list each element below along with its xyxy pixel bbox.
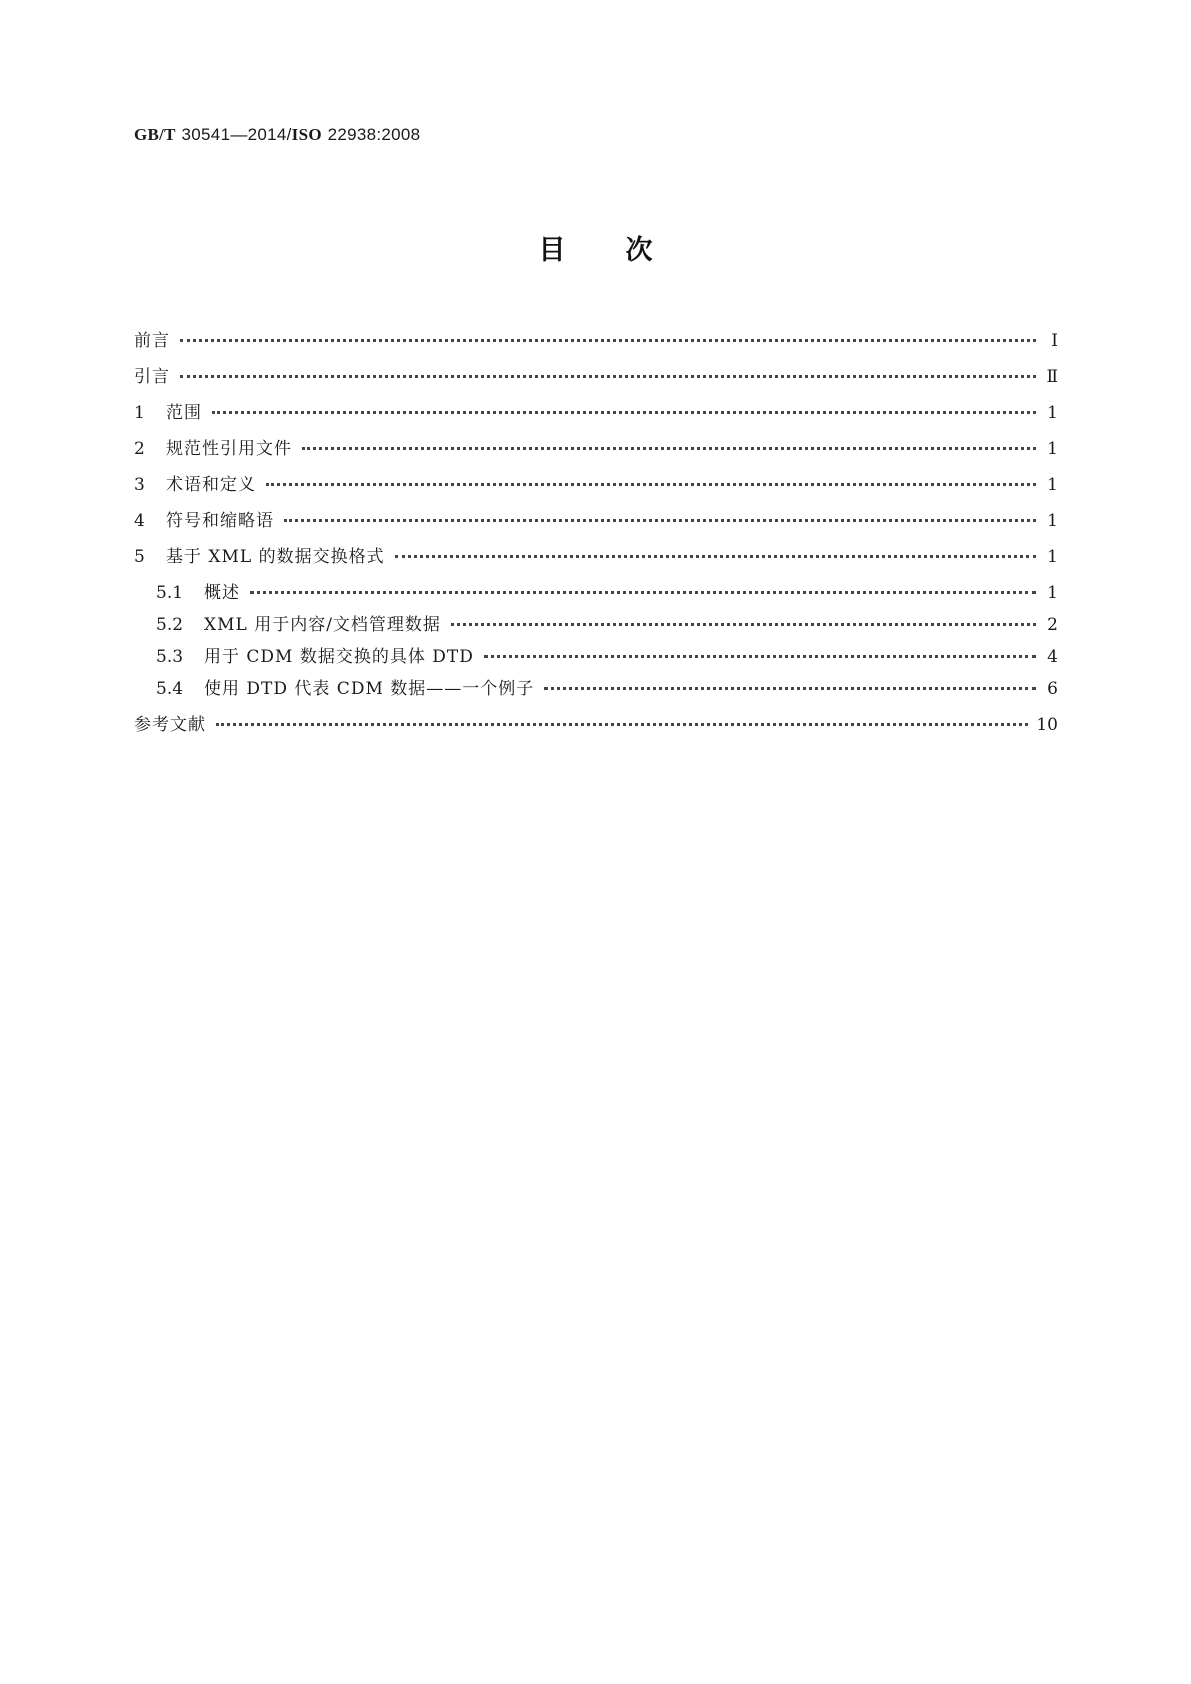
toc-dot-leader bbox=[395, 555, 1036, 558]
toc-entry-label: 概述 bbox=[204, 583, 240, 603]
iso-prefix: ISO bbox=[291, 125, 322, 144]
toc-entry-number: 5.4 bbox=[156, 679, 184, 699]
toc-subentry-xml-content-management[interactable] bbox=[134, 610, 1058, 642]
toc-entry-page: 2 bbox=[1047, 615, 1058, 635]
toc-entry-page: 1 bbox=[1047, 403, 1058, 423]
toc-dot-leader bbox=[180, 339, 1036, 342]
toc-subentry-overview[interactable] bbox=[134, 578, 1058, 610]
toc-entry-page: 10 bbox=[1036, 715, 1058, 735]
toc-entry-label: 用于 CDM 数据交换的具体 DTD bbox=[204, 647, 474, 667]
toc-dot-leader bbox=[544, 687, 1036, 690]
toc-dot-leader bbox=[266, 483, 1036, 486]
toc-dot-leader bbox=[451, 623, 1036, 626]
toc-entry-label: 术语和定义 bbox=[166, 475, 256, 495]
toc-entry-number: 5.1 bbox=[156, 583, 184, 603]
toc-dot-leader bbox=[212, 411, 1036, 414]
toc-entry-scope[interactable] bbox=[134, 398, 1058, 434]
toc-dot-leader bbox=[250, 591, 1036, 594]
iso-number: 22938:2008 bbox=[327, 125, 421, 144]
toc-entry-label: 使用 DTD 代表 CDM 数据——一个例子 bbox=[204, 679, 535, 699]
toc-entry-foreword[interactable] bbox=[134, 326, 1058, 362]
toc-dot-leader bbox=[484, 655, 1036, 658]
toc-entry-label: 范围 bbox=[166, 403, 202, 423]
toc-dot-leader bbox=[216, 723, 1028, 726]
toc-entry-number: 3 bbox=[134, 475, 145, 495]
toc-entry-page: 1 bbox=[1047, 547, 1058, 567]
toc-dot-leader bbox=[302, 447, 1036, 450]
toc-entry-page: 1 bbox=[1047, 511, 1058, 531]
toc-entry-page: Ⅰ bbox=[1051, 331, 1058, 351]
standard-number: 30541—2014/ bbox=[181, 125, 292, 144]
toc-entry-label: 引言 bbox=[134, 367, 170, 387]
toc-entry-number: 5 bbox=[134, 547, 145, 567]
toc-subentry-cdm-dtd[interactable] bbox=[134, 642, 1058, 674]
toc-entry-page: 6 bbox=[1047, 679, 1058, 699]
toc-entry-number: 4 bbox=[134, 511, 145, 531]
toc-entry-xml-exchange-format[interactable] bbox=[134, 542, 1058, 578]
toc-entry-page: 1 bbox=[1047, 475, 1058, 495]
toc-entry-number: 2 bbox=[134, 439, 145, 459]
toc-entry-page: Ⅱ bbox=[1046, 367, 1058, 387]
toc-entry-label: 规范性引用文件 bbox=[166, 439, 292, 459]
toc-entry-number: 5.2 bbox=[156, 615, 184, 635]
toc-entry-label: 前言 bbox=[134, 331, 170, 351]
toc-entry-label: 参考文献 bbox=[134, 715, 206, 735]
toc-dot-leader bbox=[180, 375, 1036, 378]
toc-title: 目次 bbox=[538, 235, 713, 266]
standard-prefix: GB/T bbox=[134, 125, 176, 144]
toc-entry-number: 5.3 bbox=[156, 647, 184, 667]
toc-subentry-dtd-example[interactable] bbox=[134, 674, 1058, 706]
toc-entry-label: 符号和缩略语 bbox=[166, 511, 274, 531]
toc-entry-page: 4 bbox=[1047, 647, 1058, 667]
toc-entry-number: 1 bbox=[134, 403, 145, 423]
toc-entry-bibliography[interactable] bbox=[134, 710, 1058, 746]
toc-entry-label: 基于 XML 的数据交换格式 bbox=[166, 547, 385, 567]
toc-entry-page: 1 bbox=[1047, 439, 1058, 459]
table-of-contents bbox=[134, 326, 1058, 746]
toc-entry-terms-definitions[interactable] bbox=[134, 470, 1058, 506]
toc-entry-normative-references[interactable] bbox=[134, 434, 1058, 470]
toc-dot-leader bbox=[284, 519, 1036, 522]
toc-entry-symbols-abbreviations[interactable] bbox=[134, 506, 1058, 542]
standard-code-header bbox=[134, 125, 420, 145]
toc-entry-introduction[interactable] bbox=[134, 362, 1058, 398]
toc-entry-page: 1 bbox=[1047, 583, 1058, 603]
toc-entry-label: XML 用于内容/文档管理数据 bbox=[204, 615, 441, 635]
